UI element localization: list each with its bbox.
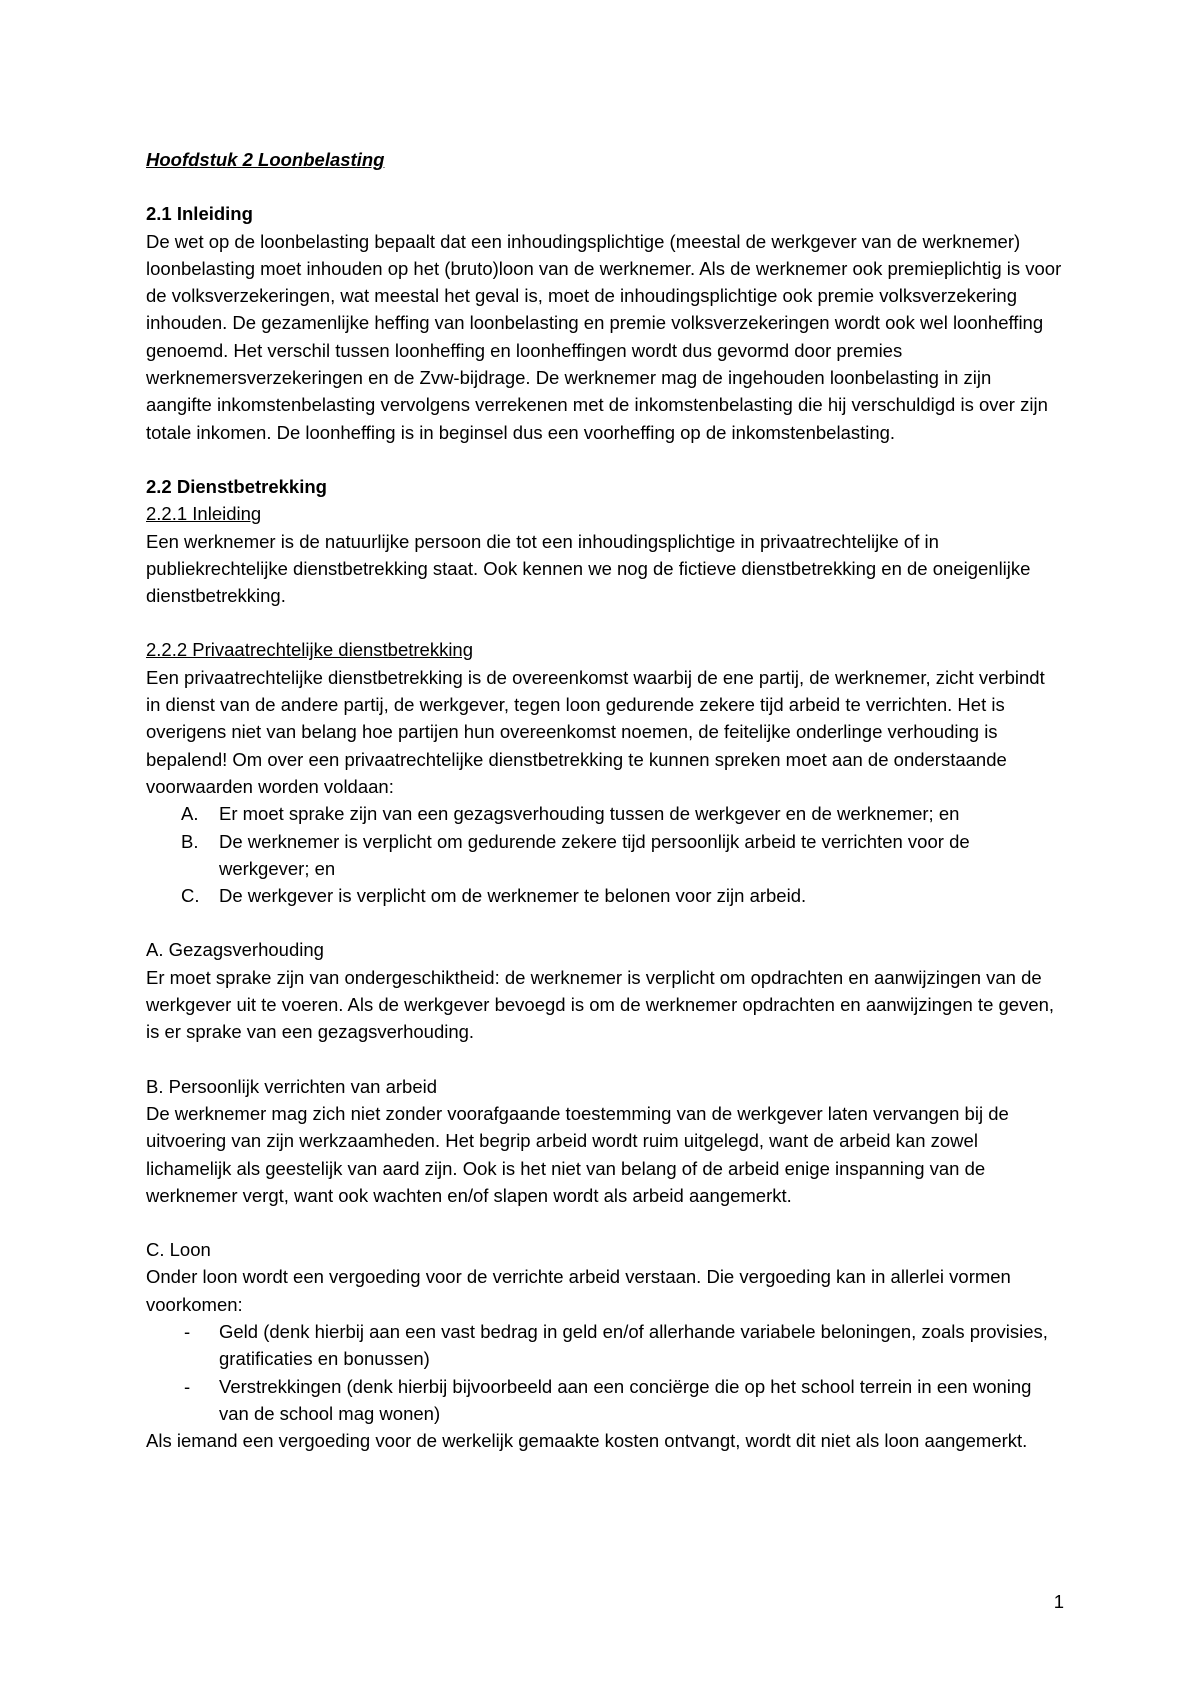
loon-forms-list (146, 1318, 1062, 1427)
list-item-text: Er moet sprake zijn van een gezagsverhouding tussen de werkgever en de werknemer; en (219, 803, 960, 825)
page-number: 1 (1053, 1591, 1064, 1612)
list-item-text: De werknemer is verplicht om gedurende zekere tijd persoonlijk arbeid te verrichten voor de werkgever; en (219, 830, 970, 879)
list-item-text: Verstrekkingen (denk hierbij bijvoorbeeld aan een conciërge die op het school terrein in een woning van de school mag wonen) (219, 1375, 1032, 1424)
list-marker: A. (181, 803, 199, 825)
spacer (146, 446, 1062, 473)
section-2-2-2-heading: 2.2.2 Privaatrechtelijke dienstbetrekking (146, 639, 474, 661)
part-c-closing: Als iemand een vergoeding voor de werkelijk gemaakte kosten ontvangt, wordt dit niet als loon aangemerkt. (146, 1430, 1028, 1452)
page-content (146, 146, 1062, 1454)
section-2-1-body: De wet op de loonbelasting bepaalt dat een inhoudingsplichtige (meestal de werkgever van de werknemer) loonbelasting moet inhouden op het (bruto)loon van de werknemer. Als de werknemer ook premieplichtig is voor de volksverzekeringen, wat meestal het geval is, moet de inhoudingsplichtige ook premie volksverzekering inhouden. De gezamenlijke heffing van loonbelasting en premie volksverzekeringen wordt ook wel loonheffing genoemd. Het verschil tussen loonheffing en loonheffingen wordt dus gevormd door premies werknemersverzekeringen en de Zvw-bijdrage. De werknemer mag de ingehouden loonbelasting in zijn aangifte inkomstenbelasting vervolgens verrekenen met de inkomstenbelasting die hij verschuldigd is over zijn totale inkomen. De loonheffing is in beginsel dus een voorheffing op de inkomstenbelasting. (146, 230, 1062, 443)
list-marker: - (184, 1375, 191, 1397)
chapter-title: Hoofdstuk 2 Loonbelasting (146, 149, 385, 170)
section-2-1-heading: 2.1 Inleiding (146, 203, 253, 225)
part-c-heading: C. Loon (146, 1239, 211, 1261)
part-b-heading: B. Persoonlijk verrichten van arbeid (146, 1075, 438, 1097)
spacer (146, 609, 1062, 636)
part-a-body: Er moet sprake zijn van ondergeschiktheid: de werknemer is verplicht om opdrachten en aanwijzingen van de werkgever uit te voeren. Als de werkgever bevoegd is om de werknemer opdrachten en aanwijzingen te geven, is er sprake van een gezagsverhouding. (146, 966, 1055, 1043)
spacer (146, 1046, 1062, 1073)
spacer (146, 1209, 1062, 1236)
list-item-text: De werkgever is verplicht om de werknemer te belonen voor zijn arbeid. (219, 885, 807, 907)
part-b-body: De werknemer mag zich niet zonder voorafgaande toestemming van de werkgever laten vervangen bij de uitvoering van zijn werkzaamheden. Het begrip arbeid wordt ruim uitgelegd, want de arbeid kan zowel lichamelijk als geestelijk van aard zijn. Ook is het niet van belang of de arbeid enige inspanning van de werknemer vergt, want ook wachten en/of slapen wordt als arbeid aangemerkt. (146, 1102, 1009, 1206)
list-item (146, 1373, 1062, 1428)
section-2-2-2-body: Een privaatrechtelijke dienstbetrekking is de overeenkomst waarbij de ene partij, de werknemer, zicht verbindt in dienst van de andere partij, de werkgever, tegen loon gedurende zekere tijd arbeid te verrichten. Het is overigens niet van belang hoe partijen hun overeenkomst noemen, de feitelijke onderlinge verhouding is bepalend! Om over een privaatrechtelijke dienstbetrekking te kunnen spreken moet aan de onderstaande voorwaarden worden voldaan: (146, 666, 1045, 797)
spacer (146, 173, 1062, 200)
section-2-2-1-heading: 2.2.1 Inleiding (146, 503, 262, 525)
conditions-list (146, 800, 1062, 909)
list-item (146, 1318, 1062, 1373)
list-item-text: Geld (denk hierbij aan een vast bedrag in geld en/of allerhande variabele beloningen, zoals provisies, gratificaties en bonussen) (219, 1320, 1048, 1370)
section-2-2-1-body: Een werknemer is de natuurlijke persoon die tot een inhoudingsplichtige in privaatrechtelijke of in publiekrechtelijke dienstbetrekking staat. Ook kennen we nog de fictieve dienstbetrekking en de oneigenlijke dienstbetrekking. (146, 530, 1031, 607)
part-a-heading: A. Gezagsverhouding (146, 939, 324, 961)
list-item (146, 882, 1062, 909)
list-marker: - (184, 1320, 191, 1342)
part-c-intro: Onder loon wordt een vergoeding voor de verrichte arbeid verstaan. Die vergoeding kan in allerlei vormen voorkomen: (146, 1266, 1011, 1315)
list-marker: B. (181, 830, 199, 852)
list-marker: C. (181, 885, 200, 907)
list-item (146, 800, 1062, 827)
list-item (146, 828, 1062, 883)
spacer (146, 909, 1062, 936)
section-2-2-heading: 2.2 Dienstbetrekking (146, 475, 327, 497)
